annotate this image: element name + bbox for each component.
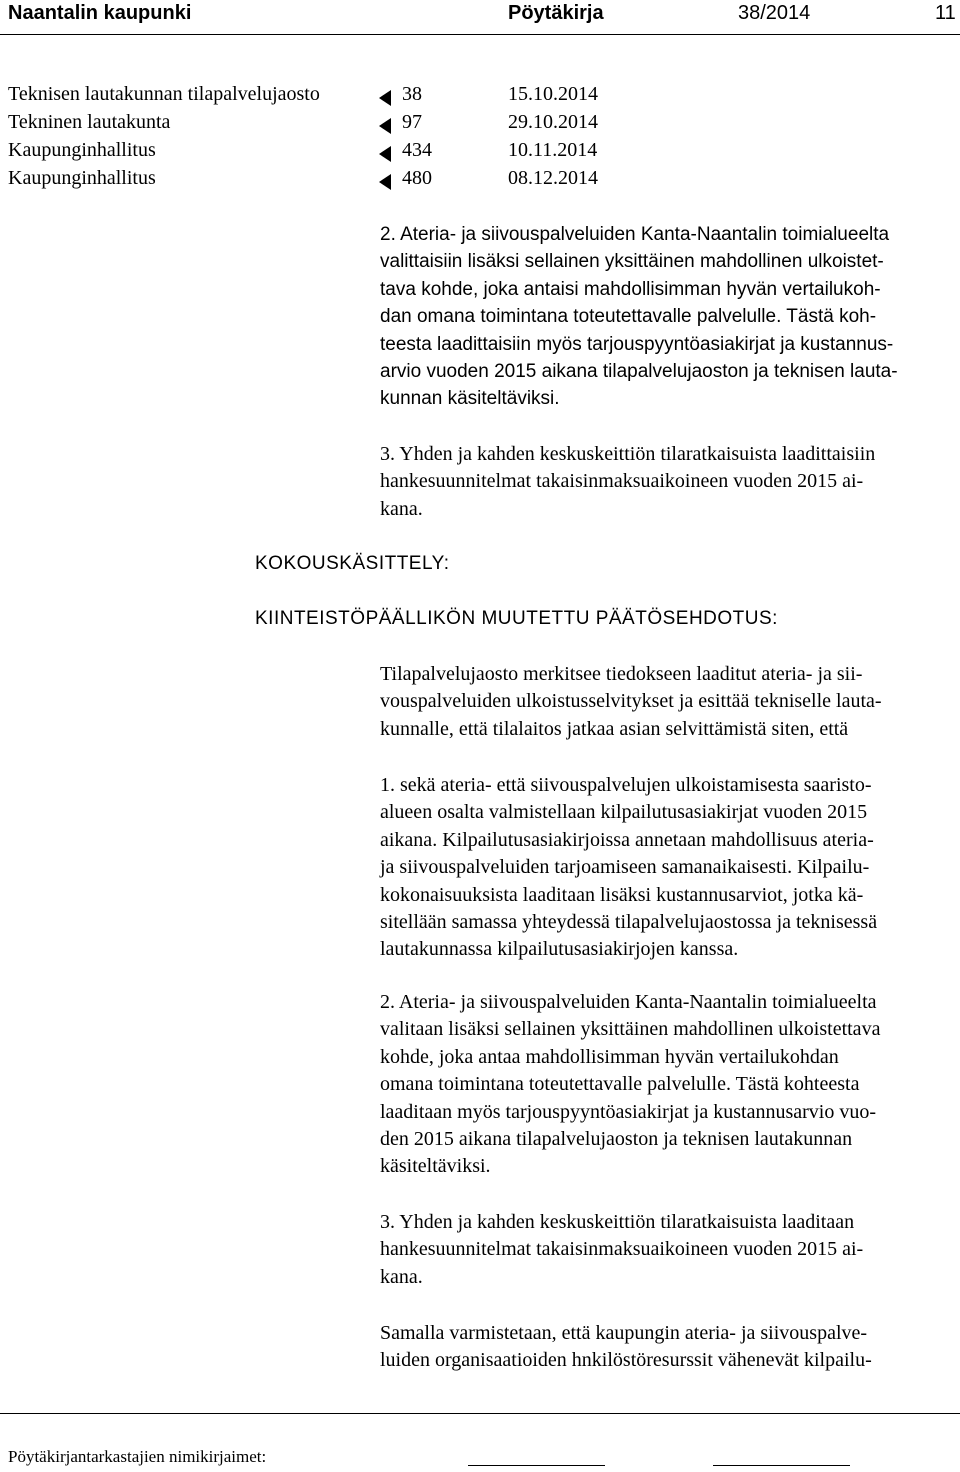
handling-date: 29.10.2014 bbox=[508, 111, 598, 133]
handling-row bbox=[8, 108, 648, 136]
signature-line bbox=[468, 1465, 605, 1466]
previous-proposal-item-3: 3. Yhden ja kahden keskuskeittiön tilaratkaisuista laadittaisiin hankesuunnitelmat takaisinmaksuaikoineen vuoden 2015 ai- kana. bbox=[380, 443, 876, 520]
meeting-handling-label: KOKOUSKÄSITTELY: bbox=[255, 553, 450, 574]
handling-number: 434 bbox=[402, 139, 432, 161]
header-divider bbox=[0, 34, 960, 35]
previous-proposal-item-2: 2. Ateria- ja siivouspalveluiden Kanta-Naantalin toimialueelta valittaisiin lisäksi sellainen yksittäinen mahdollinen ulkoistet- tava kohde, joka antaisi mahdollisimman hyvän vertailukoh- dan omana toimintana toteutettavalle palvelulle. Tästä koh- teesta laadittaisiin myös tarjouspyyntöasiakirjat ja kustannus- arvio vuoden 2015 aikana tilapalvelujaoston ja teknisen lauta- kunnan käsiteltäviksi. bbox=[380, 224, 898, 410]
signature-line bbox=[713, 1465, 850, 1466]
page-number: 11 bbox=[935, 2, 956, 24]
handling-number: 38 bbox=[402, 83, 422, 105]
footer-divider bbox=[0, 1413, 960, 1414]
amended-proposal-label: KIINTEISTÖPÄÄLLIKÖN MUUTETTU PÄÄTÖSEHDOTUS: bbox=[255, 608, 778, 629]
handling-date: 15.10.2014 bbox=[508, 83, 598, 105]
proposal-closing: Samalla varmistetaan, että kaupungin ateria- ja siivouspalve- luiden organisaatioiden hnkilöstöresurssit vähenevät kilpailu- bbox=[380, 1322, 872, 1372]
document-number: 38/2014 bbox=[738, 2, 811, 24]
proposal-item-2: 2. Ateria- ja siivouspalveluiden Kanta-Naantalin toimialueelta valitaan lisäksi sellainen yksittäinen mahdollinen ulkoistettava kohde, joka antaa mahdollisimman hyvän vertailukohdan omana toimintana toteutettavalle palvelulle. Tästä kohteesta laaditaan myös tarjouspyyntöasiakirjat ja kustannusarvio vuo- den 2015 aikana tilapalvelujaoston ja teknisen lautakunnan käsiteltäviksi. bbox=[380, 991, 881, 1178]
proposal-item-3: 3. Yhden ja kahden keskuskeittiön tilaratkaisuista laaditaan hankesuunnitelmat takaisinmaksuaikoineen vuoden 2015 ai- kana. bbox=[380, 1211, 864, 1288]
handling-date: 08.12.2014 bbox=[508, 167, 598, 189]
arrow-icon bbox=[378, 170, 392, 198]
handling-body: Kaupunginhallitus bbox=[8, 167, 156, 189]
handling-number: 97 bbox=[402, 111, 422, 133]
handling-history bbox=[8, 80, 648, 192]
organization-name: Naantalin kaupunki bbox=[8, 2, 192, 24]
page-header bbox=[0, 0, 960, 30]
proposal-intro: Tilapalvelujaosto merkitsee tiedokseen laaditut ateria- ja sii- vouspalveluiden ulkoistusselvitykset ja esittää tekniselle lauta- kunnalle, että tilalaitos jatkaa asian selvittämistä siten, että bbox=[380, 663, 882, 740]
handling-date: 10.11.2014 bbox=[508, 139, 598, 161]
handling-number: 480 bbox=[402, 167, 432, 189]
handling-row bbox=[8, 164, 648, 192]
handling-body: Teknisen lautakunnan tilapalvelujaosto bbox=[8, 83, 320, 105]
signatures-label: Pöytäkirjantarkastajien nimikirjaimet: bbox=[8, 1447, 267, 1466]
proposal-item-1: 1. sekä ateria- että siivouspalvelujen ulkoistamisesta saaristo- alueen osalta valmistellaan kilpailutusasiakirjat vuoden 2015 aikana. Kilpailutusasiakirjoissa annetaan mahdollisuus ateria- ja siivouspalveluiden tarjoamiseen samanaikaisesti. Kilpailu- kokonaisuuksista laaditaan lisäksi kustannusarviot, jotka kä- sitellään samassa yhteydessä tilapalvelujaostossa ja teknisessä lautakunnassa kilpailutusasiakirjojen kanssa. bbox=[380, 774, 878, 961]
handling-body: Kaupunginhallitus bbox=[8, 139, 156, 161]
handling-row bbox=[8, 136, 648, 164]
document-type: Pöytäkirja bbox=[508, 2, 604, 24]
handling-row bbox=[8, 80, 648, 108]
handling-body: Tekninen lautakunta bbox=[8, 111, 171, 133]
